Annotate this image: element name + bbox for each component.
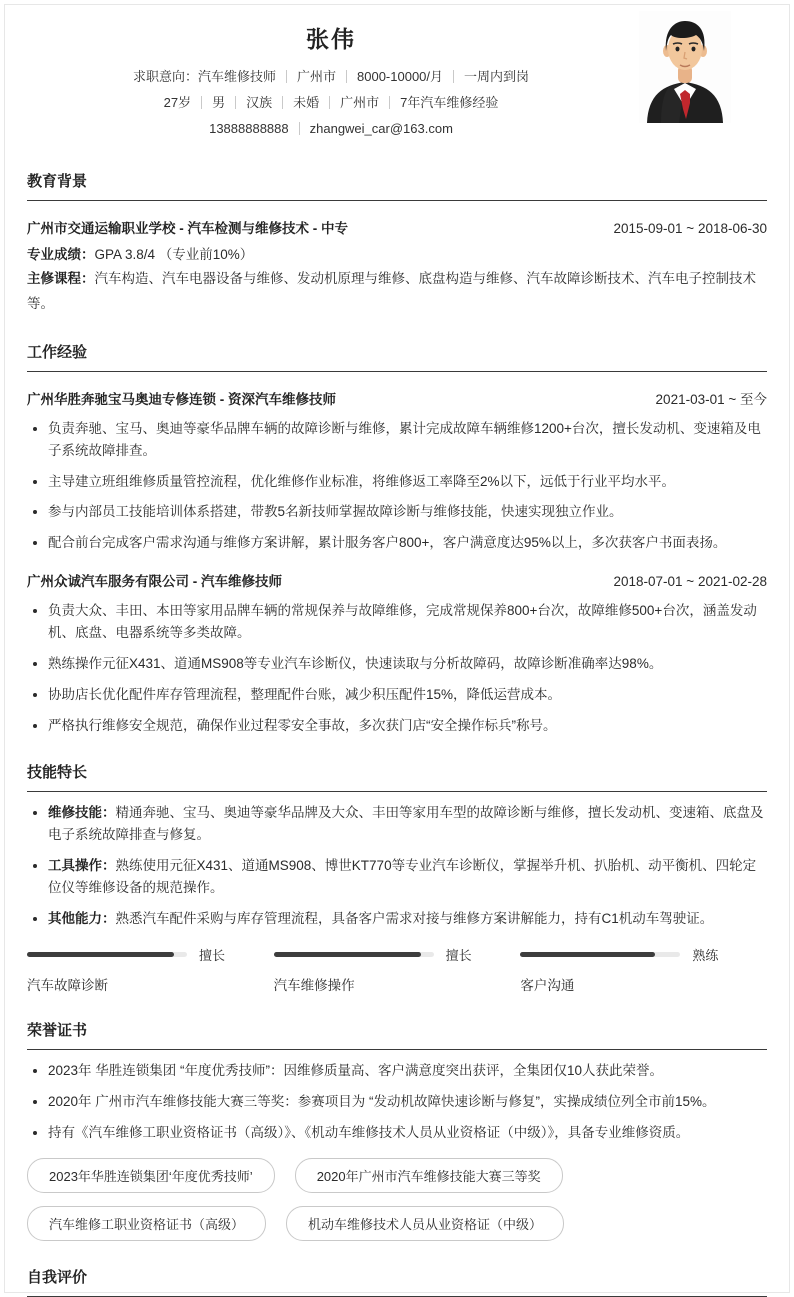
resume-header (27, 5, 767, 145)
job-entry-1 (27, 388, 767, 554)
job1-bullet-list (27, 418, 767, 554)
bullet-item: • 协助店长优化配件库存管理流程，整理配件台账，减少积压配件15%，降低运营成本。 (48, 684, 767, 706)
skill-text: 熟悉汽车配件采购与库存管理流程，具备客户需求对接与维修方案讲解能力，持有C1机动车驾驶证。 (115, 910, 714, 926)
skill-level-label: 擅长 (445, 947, 472, 963)
certificate-tag: 汽车维修工职业资格证书（高级） (27, 1206, 266, 1241)
job2-entry-head (27, 570, 767, 590)
job-entry-2 (27, 570, 767, 736)
skill-bar-fill (27, 952, 174, 957)
courses-value: 汽车构造、汽车电器设备与维修、发动机原理与维修、底盘构造与维修、汽车故障诊断技术、汽车电子控制技术等。 (27, 271, 756, 311)
job2-company: 广州众诚汽车服务有限公司 - 汽车维修技师 (27, 574, 282, 590)
basic-info-line (27, 90, 635, 116)
education-title: 教育背景 (27, 170, 767, 201)
intent-salary: 8000-10000/月 (357, 69, 444, 84)
bullet-item: • 负责奔驰、宝马、奥迪等豪华品牌车辆的故障诊断与维修，累计完成故障车辆维修1200+台次，擅长发动机、变速箱及电子系统故障排查。 (48, 418, 767, 462)
skill-bar-name: 客户沟通 (520, 977, 575, 993)
resume-page (4, 4, 790, 1293)
location: 广州市 (340, 95, 380, 110)
skills-title: 技能特长 (27, 761, 767, 792)
gpa-label: 专业成绩： (27, 247, 95, 262)
skill-item (48, 855, 767, 899)
header-center (27, 21, 635, 142)
job1-dates: 2021-03-01 ~ 至今 (655, 391, 767, 407)
honors-title: 荣誉证书 (27, 1019, 767, 1050)
job1-company: 广州华胜奔驰宝马奥迪专修连锁 - 资深汽车维修技师 (27, 391, 336, 407)
job1-entry-head (27, 388, 767, 408)
skill-bar-track (274, 952, 434, 957)
skill-bar-group-1 (27, 945, 274, 994)
skill-bar-group-2 (274, 945, 521, 994)
courses-line (27, 267, 767, 316)
intent-city: 广州市 (296, 69, 336, 84)
intent-position: 汽车维修技师 (197, 69, 276, 84)
skill-bars (27, 945, 767, 994)
skill-bar-name: 汽车维修操作 (273, 977, 355, 993)
skill-bar-track (27, 952, 187, 957)
skill-text: 精通奔驰、宝马、奥迪等豪华品牌及大众、丰田等家用车型的故障诊断与维修，擅长发动机、变速箱、底盘及电子系统故障排查与修复。 (48, 805, 764, 843)
profile-photo (639, 11, 731, 123)
email-address: zhangwei_car@163.com (309, 121, 453, 136)
skill-item (48, 802, 767, 846)
experience-years: 7年汽车维修经验 (400, 95, 499, 110)
skill-item (48, 908, 767, 930)
work-title: 工作经验 (27, 341, 767, 372)
separator (299, 122, 300, 135)
skill-bar-name: 汽车故障诊断 (27, 977, 108, 993)
ethnicity: 汉族 (246, 95, 273, 110)
skill-label: 工具操作： (48, 858, 116, 874)
separator (286, 70, 287, 83)
marital-status: 未婚 (293, 95, 320, 110)
skill-bar-track (520, 952, 680, 957)
bullet-item: • 熟练操作元征X431、道通MS908等专业汽车诊断仪，快速读取与分析故障码，故障诊断准确率达98%。 (48, 653, 767, 675)
honor-item: • 2023年 华胜连锁集团 “年度优秀技师”：因维修质量高、客户满意度突出获评，全集团仅10人获此荣誉。 (48, 1060, 767, 1082)
separator (282, 96, 283, 109)
certificate-tag: 机动车维修技术人员从业资格证（中级） (286, 1206, 564, 1241)
gender: 男 (212, 95, 226, 110)
skill-label: 维修技能： (48, 805, 116, 821)
bullet-item: • 严格执行维修安全规范，确保作业过程零安全事故，多次获门店“安全操作标兵”称号。 (48, 715, 767, 737)
skill-bar-group-3 (520, 945, 767, 994)
education-dates: 2015-09-01 ~ 2018-06-30 (613, 221, 767, 236)
section-self-evaluation (27, 1266, 767, 1297)
age: 27岁 (163, 95, 192, 110)
honor-item: • 2020年 广州市汽车维修技能大赛三等奖：参赛项目为 “发动机故障快速诊断与修复”，实操成绩位列全市前15%。 (48, 1091, 767, 1113)
bullet-item: • 参与内部员工技能培训体系搭建，带教5名新技师掌握故障诊断与维修技能，快速实现独立作业。 (48, 501, 767, 523)
school-name: 广州市交通运输职业学校 - 汽车检测与维修技术 - 中专 (27, 221, 348, 236)
male-avatar-illustration (639, 11, 731, 123)
section-honors (27, 1019, 767, 1242)
phone-number: 13888888888 (209, 121, 289, 136)
separator (201, 96, 202, 109)
education-entry-head (27, 217, 767, 237)
separator (453, 70, 454, 83)
honors-bullet-list (27, 1060, 767, 1144)
gpa-line (27, 243, 767, 267)
honor-item: • 持有《汽车维修工职业资格证书（高级）》、《机动车维修技术人员从业资格证（中级）》，具备专业维修资质。 (48, 1122, 767, 1144)
intent-availability: 一周内到岗 (464, 69, 530, 84)
certificate-tag: 2023年华胜连锁集团‘年度优秀技师’ (27, 1158, 275, 1193)
gpa-value: GPA 3.8/4 （专业前10%） (94, 247, 254, 262)
bullet-item: • 负责大众、丰田、本田等家用品牌车辆的常规保养与故障维修，完成常规保养800+台次，故障维修500+台次，涵盖发动机、底盘、电器系统等多类故障。 (48, 600, 767, 644)
skill-level-label: 擅长 (199, 947, 226, 963)
section-education (27, 170, 767, 316)
certificate-tag: 2020年广州市汽车维修技能大赛三等奖 (295, 1158, 563, 1193)
certificate-tags (27, 1158, 767, 1241)
skill-text: 熟练使用元征X431、道通MS908、博世KT770等专业汽车诊断仪，掌握举升机、扒胎机、动平衡机、四轮定位仪等维修设备的规范操作。 (48, 858, 757, 896)
section-skills (27, 761, 767, 993)
separator (329, 96, 330, 109)
separator (346, 70, 347, 83)
skill-label: 其他能力： (48, 910, 116, 926)
job2-bullet-list (27, 600, 767, 736)
courses-label: 主修课程： (27, 271, 95, 287)
section-work-experience (27, 341, 767, 737)
job-intent-line (27, 64, 635, 90)
separator (235, 96, 236, 109)
candidate-name: 张伟 (306, 26, 356, 52)
separator (389, 96, 390, 109)
job2-dates: 2018-07-01 ~ 2021-02-28 (613, 574, 767, 590)
skill-level-label: 熟练 (692, 947, 719, 963)
intent-label: 求职意向： (132, 69, 198, 84)
skill-bar-fill (520, 952, 654, 957)
self-evaluation-title: 自我评价 (27, 1266, 767, 1297)
skills-bullet-list (27, 802, 767, 929)
skill-bar-fill (274, 952, 421, 957)
bullet-item: • 主导建立班组维修质量管控流程，优化维修作业标准，将维修返工率降至2%以下，远低于行业平均水平。 (48, 471, 767, 493)
contact-line (27, 116, 635, 142)
bullet-item: • 配合前台完成客户需求沟通与维修方案讲解，累计服务客户800+，客户满意度达95%以上，多次获客户书面表扬。 (48, 532, 767, 554)
